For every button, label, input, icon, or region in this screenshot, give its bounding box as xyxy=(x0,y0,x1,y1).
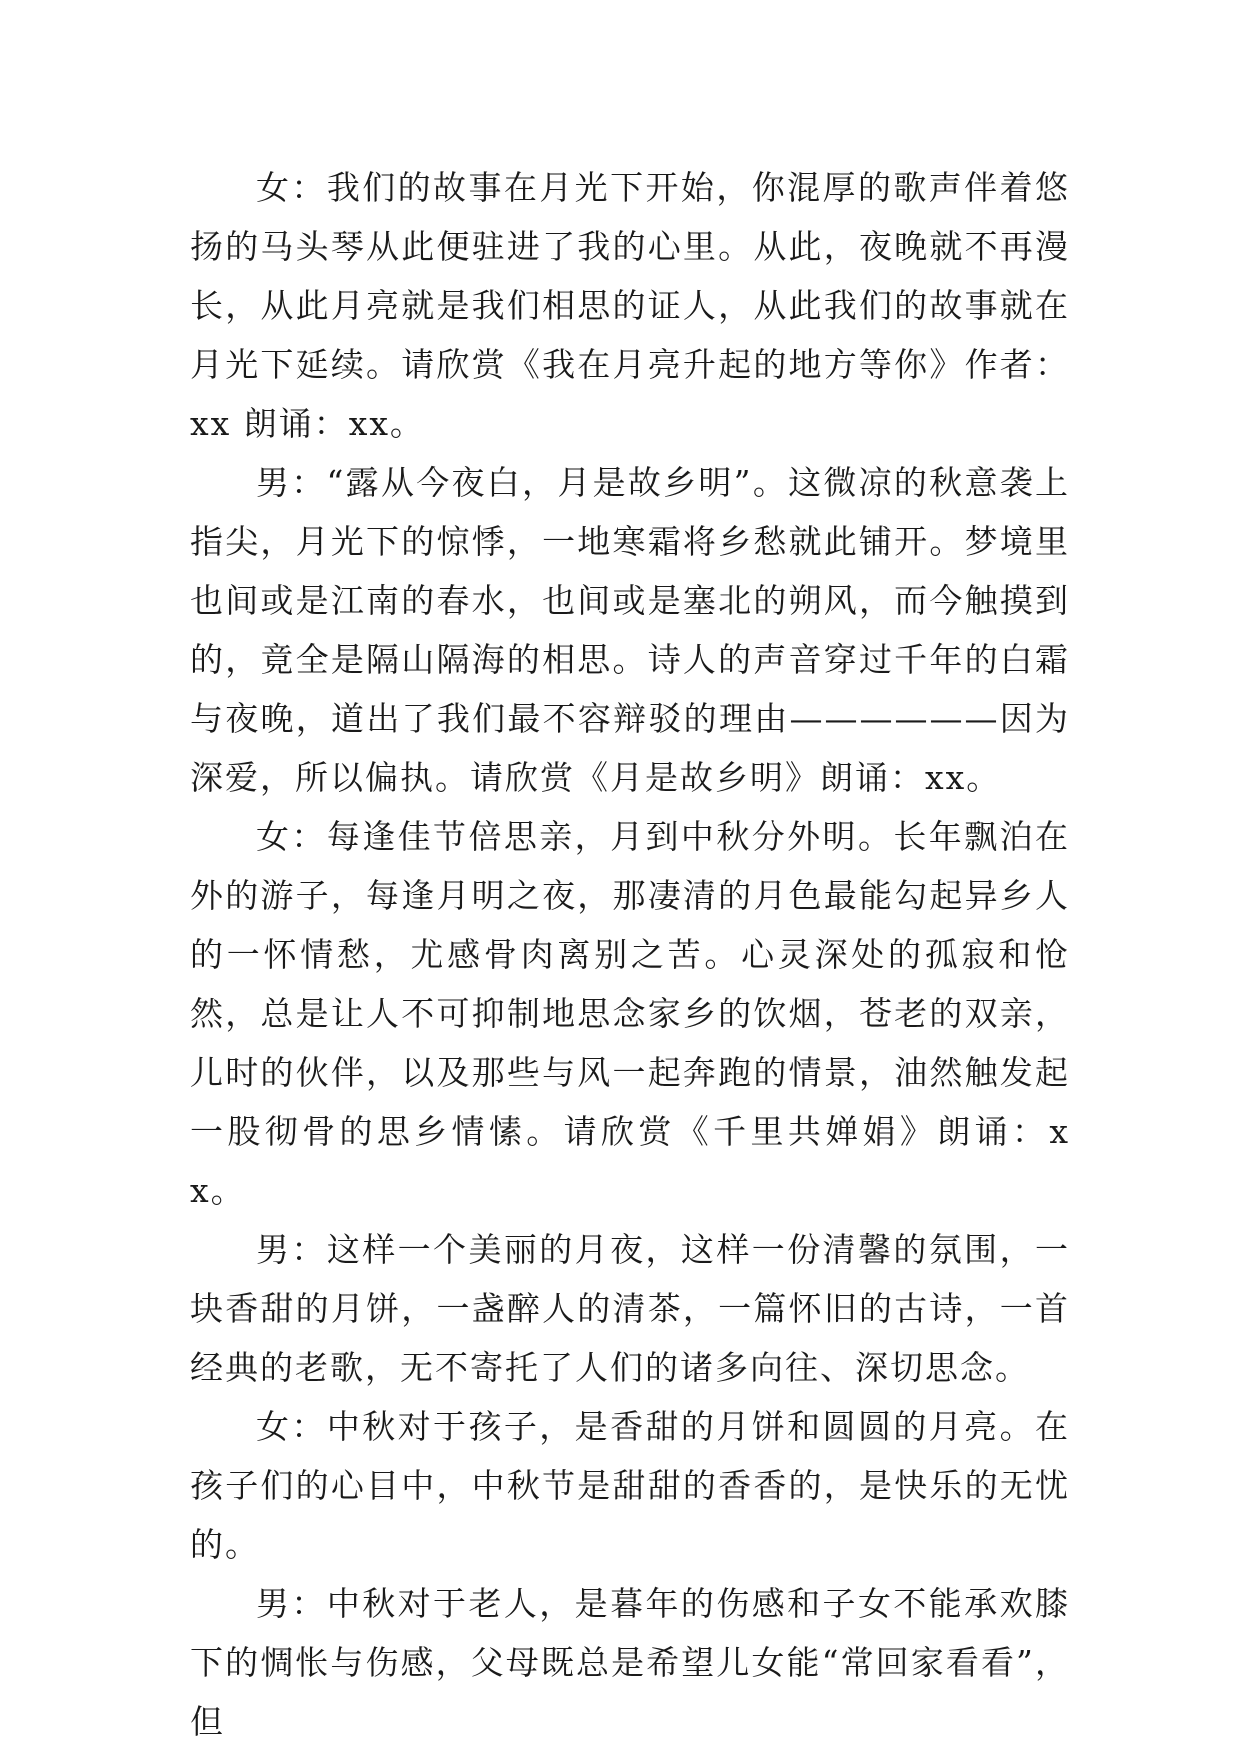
document-body xyxy=(190,158,1070,1751)
paragraph-1: 女：我们的故事在月光下开始，你混厚的歌声伴着悠扬的马头琴从此便驻进了我的心里。从此，夜晚就不再漫长，从此月亮就是我们相思的证人，从此我们的故事就在月光下延续。请欣赏《我在月亮升起的地方等你》作者：xx 朗诵：xx。 xyxy=(190,168,1070,443)
paragraph-5: 女：中秋对于孩子，是香甜的月饼和圆圆的月亮。在孩子们的心目中，中秋节是甜甜的香香的，是快乐的无忧的。 xyxy=(190,1407,1070,1564)
paragraph-6: 男：中秋对于老人，是暮年的伤感和子女不能承欢膝下的惆怅与伤感，父母既总是希望儿女能“常回家看看”，但 xyxy=(190,1584,1070,1741)
paragraph-3: 女：每逢佳节倍思亲，月到中秋分外明。长年飘泊在外的游子，每逢月明之夜，那凄清的月色最能勾起异乡人的一怀情愁，尤感骨肉离别之苦。心灵深处的孤寂和怆然，总是让人不可抑制地思念家乡的饮烟，苍老的双亲，儿时的伙伴，以及那些与风一起奔跑的情景，油然触发起一股彻骨的思乡情愫。请欣赏《千里共婵娟》朗诵：xx。 xyxy=(190,817,1070,1210)
paragraph-2: 男：“露从今夜白，月是故乡明”。这微凉的秋意袭上指尖，月光下的惊悸，一地寒霜将乡愁就此铺开。梦境里也间或是江南的春水，也间或是塞北的朔风，而今触摸到的，竟全是隔山隔海的相思。诗人的声音穿过千年的白霜与夜晚，道出了我们最不容辩驳的理由——————因为深爱，所以偏执。请欣赏《月是故乡明》朗诵：xx。 xyxy=(190,463,1070,797)
paragraph-4: 男：这样一个美丽的月夜，这样一份清馨的氛围，一块香甜的月饼，一盏醉人的清茶，一篇怀旧的古诗，一首经典的老歌，无不寄托了人们的诸多向往、深切思念。 xyxy=(190,1230,1070,1387)
